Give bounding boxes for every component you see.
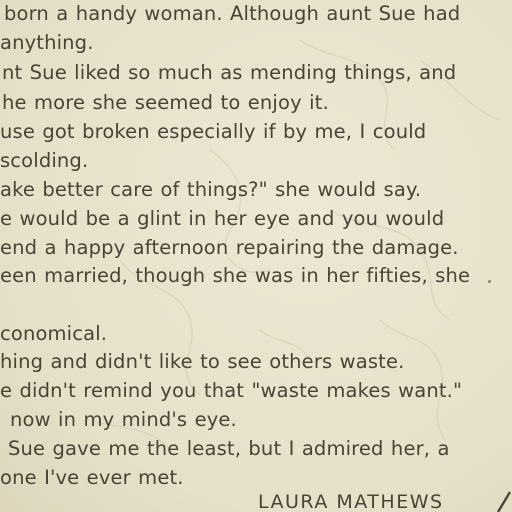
text-line: ake better care of things?" she would say. xyxy=(0,178,422,201)
text-line: e didn't remind you that "waste makes want." xyxy=(0,379,463,402)
text-line: hing and didn't like to see others waste. xyxy=(0,350,405,373)
text-line: anything. xyxy=(0,31,94,54)
text-line: use got broken especially if by me, I could xyxy=(0,120,427,143)
text-line: one I've ever met. xyxy=(0,466,184,489)
text-line: scolding. xyxy=(0,149,89,172)
text-line: e would be a glint in her eye and you would xyxy=(0,207,445,230)
speck-mark xyxy=(488,280,491,283)
text-line: een married, though she was in her fifties, she xyxy=(0,264,471,287)
text-line: Sue gave me the least, but I admired her, a xyxy=(8,437,450,460)
text-line: end a happy afternoon repairing the damage. xyxy=(0,236,459,259)
text-line: nt Sue liked so much as mending things, and xyxy=(2,61,457,84)
text-line: now in my mind's eye. xyxy=(10,408,237,431)
text-line: he more she seemed to enjoy it. xyxy=(2,91,329,114)
author-signature: LAURA MATHEWS xyxy=(258,491,444,512)
text-line: born a handy woman. Although aunt Sue had xyxy=(4,2,461,25)
text-line: conomical. xyxy=(0,322,108,345)
